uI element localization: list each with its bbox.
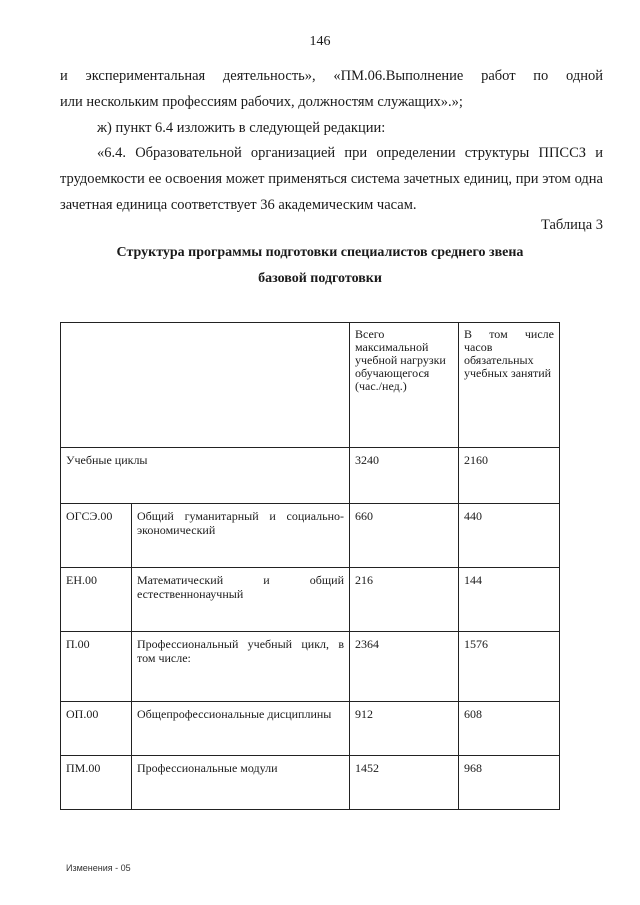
row-total-cell: 1452 <box>350 756 459 810</box>
table-subtitle: базовой подготовки <box>258 271 382 286</box>
row-total-cell: 216 <box>350 568 459 632</box>
paragraph-6-4: «6.4. Образовательной организацией при определении структуры ППССЗ и трудоемкости ее освоения может применяться система зачетных единиц, при этом одна зачетная единица соответствует 36 академическим часам. <box>60 145 603 213</box>
table-row <box>61 448 560 504</box>
paragraph-line: и экспериментальная деятельность», «ПМ.06.Выполнение работ по одной <box>60 68 603 84</box>
header-required-line2: часов обязательных учебных занятий <box>464 340 552 380</box>
paragraph-continuation <box>60 63 603 115</box>
page-number: 146 <box>309 34 331 49</box>
row-required-cell: 440 <box>459 504 560 568</box>
row-name-cell: Профессиональный учебный цикл, в том числе: <box>132 632 350 702</box>
table-header-row <box>61 323 560 448</box>
header-required-cell <box>459 323 560 448</box>
row-required-cell: 1576 <box>459 632 560 702</box>
row-required-cell: 968 <box>459 756 560 810</box>
table-row <box>61 756 560 810</box>
paragraph-amendment: ж) пункт 6.4 изложить в следующей редакции: <box>97 120 386 136</box>
row-code-cell: ОГСЭ.00 <box>61 504 132 568</box>
header-empty-cell <box>61 323 350 448</box>
table-row <box>61 568 560 632</box>
header-total-cell: Всего максимальной учебной нагрузки обучающегося (час./нед.) <box>350 323 459 448</box>
row-total-cell: 2364 <box>350 632 459 702</box>
row-total-cell: 660 <box>350 504 459 568</box>
row-code-cell: ЕН.00 <box>61 568 132 632</box>
table-label: Таблица 3 <box>540 217 603 233</box>
header-required-line1: В том числе <box>464 327 554 341</box>
row-code-cell: ПМ.00 <box>61 756 132 810</box>
row-name-cell: Общий гуманитарный и социально-экономический <box>132 504 350 568</box>
row-name-cell: Математический и общий естественнонаучный <box>132 568 350 632</box>
table-title: Структура программы подготовки специалистов среднего звена <box>116 245 524 260</box>
summary-total-cell: 3240 <box>350 448 459 504</box>
paragraph-line: или нескольким профессиям рабочих, должностям служащих».»; <box>60 94 463 110</box>
footer-note: Изменения - 05 <box>66 863 131 873</box>
table-row <box>61 632 560 702</box>
row-code-cell: ОП.00 <box>61 702 132 756</box>
row-total-cell: 912 <box>350 702 459 756</box>
structure-table <box>60 322 560 810</box>
row-required-cell: 608 <box>459 702 560 756</box>
summary-required-cell: 2160 <box>459 448 560 504</box>
table-row <box>61 504 560 568</box>
row-required-cell: 144 <box>459 568 560 632</box>
row-name-cell: Общепрофессиональные дисциплины <box>132 702 350 756</box>
row-code-cell: П.00 <box>61 632 132 702</box>
summary-label-cell: Учебные циклы <box>61 448 350 504</box>
row-name-cell: Профессиональные модули <box>132 756 350 810</box>
table-row <box>61 702 560 756</box>
